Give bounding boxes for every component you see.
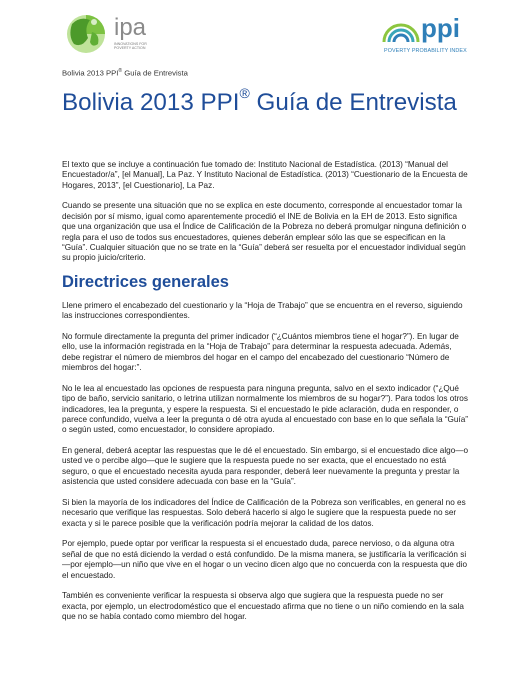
section-paragraph: Llene primero el encabezado del cuestionario y la “Hoja de Trabajo” que se encuentra en el reverso, siguiendo las instrucciones correspondientes. [62,301,463,321]
running-header-post: Guía de Entrevista [122,68,188,78]
intro-paragraph-source: El texto que se incluye a continuación fue tomado de: Instituto Nacional de Estadística. (2013) “Manual del Encuestador/a”, [el Manual], La Paz. Y Instituto Nacional de Estadística. (2013) “Cuestionario de la Encuesta de Hogares, 2013”, [el Cuestionario], La Paz. [62,160,468,190]
running-header-registered-mark: ® [118,68,123,74]
section-paragraph: Por ejemplo, puede optar por verificar la respuesta si el encuestado duda, parece nervioso, o da alguna otra señal de que no está diciendo la verdad o está confundido. De la misma manera, se justificaría la verificación si—por ejemplo—un niño que vive en el hogar o un vecino dicen algo que no concuerda con la respuesta que dio el encuestado. [62,539,468,580]
ppi-logo [381,14,495,60]
ppi-tagline: POVERTY PROBABILITY INDEX [384,48,467,54]
section-paragraph: También es conveniente verificar la respuesta si observa algo que sugiera que la respuesta puede no ser exacta, por ejemplo, un electrodoméstico que el encuestado afirma que no tiene o un niño comiendo en la sala que no se había contado como miembro del hogar. [62,591,464,621]
page-title [62,85,482,117]
section-paragraph: En general, deberá aceptar las respuestas que le dé el encuestado. Sin embargo, si el encuestado dice algo—o usted ve o percibe algo—que le sugiere que la respuesta puede no ser exacta, que el encuestado no está seguro, o que el encuestado necesita ayuda para responder, deberá leer nuevamente la pregunta y prestar la asistencia que usted considere adecuada con base en la “Guía”. [62,446,469,487]
ppi-wordmark: ppi [421,13,460,43]
document-body [62,160,472,633]
section-paragraph: No formule directamente la pregunta del primer indicador (“¿Cuántos miembros tiene el hogar?”). En lugar de ello, use la información registrada en la “Hoja de Trabajo” para determinar la respuesta adecuada. Además, debe registrar el número de miembros del hogar en el campo del encabezado del cuestionario “Número de miembros del hogar:”. [62,332,459,373]
header-logos [0,10,532,60]
arcs-icon [381,14,421,44]
section-paragraph: No le lea al encuestado las opciones de respuesta para ninguna pregunta, salvo en el sexto indicador (“¿Qué tipo de baño, servicio sanitario, o letrina utilizan normalmente los miembros de su hogar?”). Para todos los otros indicadores, lea la pregunta, y espere la respuesta. Si el encuestado le pide aclaración, duda en responder, o parece confundido, vuelva a leer la pregunta o dé otra ayuda al encuestado con base en lo que señala la “Guía” o según usted, como encuestador, lo considere apropiado. [62,383,469,435]
ipa-tagline-line-1: INNOVATIONS FOR [114,42,147,46]
ipa-tagline-line-2: POVERTY ACTION [114,46,146,51]
running-header [62,68,188,78]
running-header-pre: Bolivia 2013 PPI [62,68,119,78]
page-title-pre: Bolivia 2013 PPI [62,89,240,116]
page-title-registered-mark: ® [239,85,250,101]
intro-paragraph-judgment: Cuando se presente una situación que no se explica en este documento, corresponde al encuestador tomar la decisión por sí mismo, igual como aparentemente procedió el INE de Bolivia en la EH de 2013. Esto significa que una organización que usa el Índice de Calificación de la Pobreza no deberá promulgar ninguna definición o regla para el uso de todos sus encuestadores, quienes deberán emplear sólo las que se especifican en la “Guía”. Cualquier situación que no se trate en la “Guía” deberá ser resuelta por el encuestador individual según su propio juicio/criterio. [62,201,467,263]
ipa-logo [64,12,174,58]
ipa-tagline [114,42,162,51]
ipa-wordmark: ipa [114,14,147,41]
section-heading: Directrices generales [62,273,229,292]
section-paragraph: Si bien la mayoría de los indicadores del Índice de Calificación de la Pobreza son verificables, en general no es necesario que verifique las respuestas. Solo deberá hacerlo si algo le sugiere que la respuesta puede no ser exacta y si le parece posible que la verificación podría mejorar la calidad de los datos. [62,497,466,528]
page-title-post: Guía de Entrevista [249,89,457,116]
globe-leaf-icon [64,12,108,56]
